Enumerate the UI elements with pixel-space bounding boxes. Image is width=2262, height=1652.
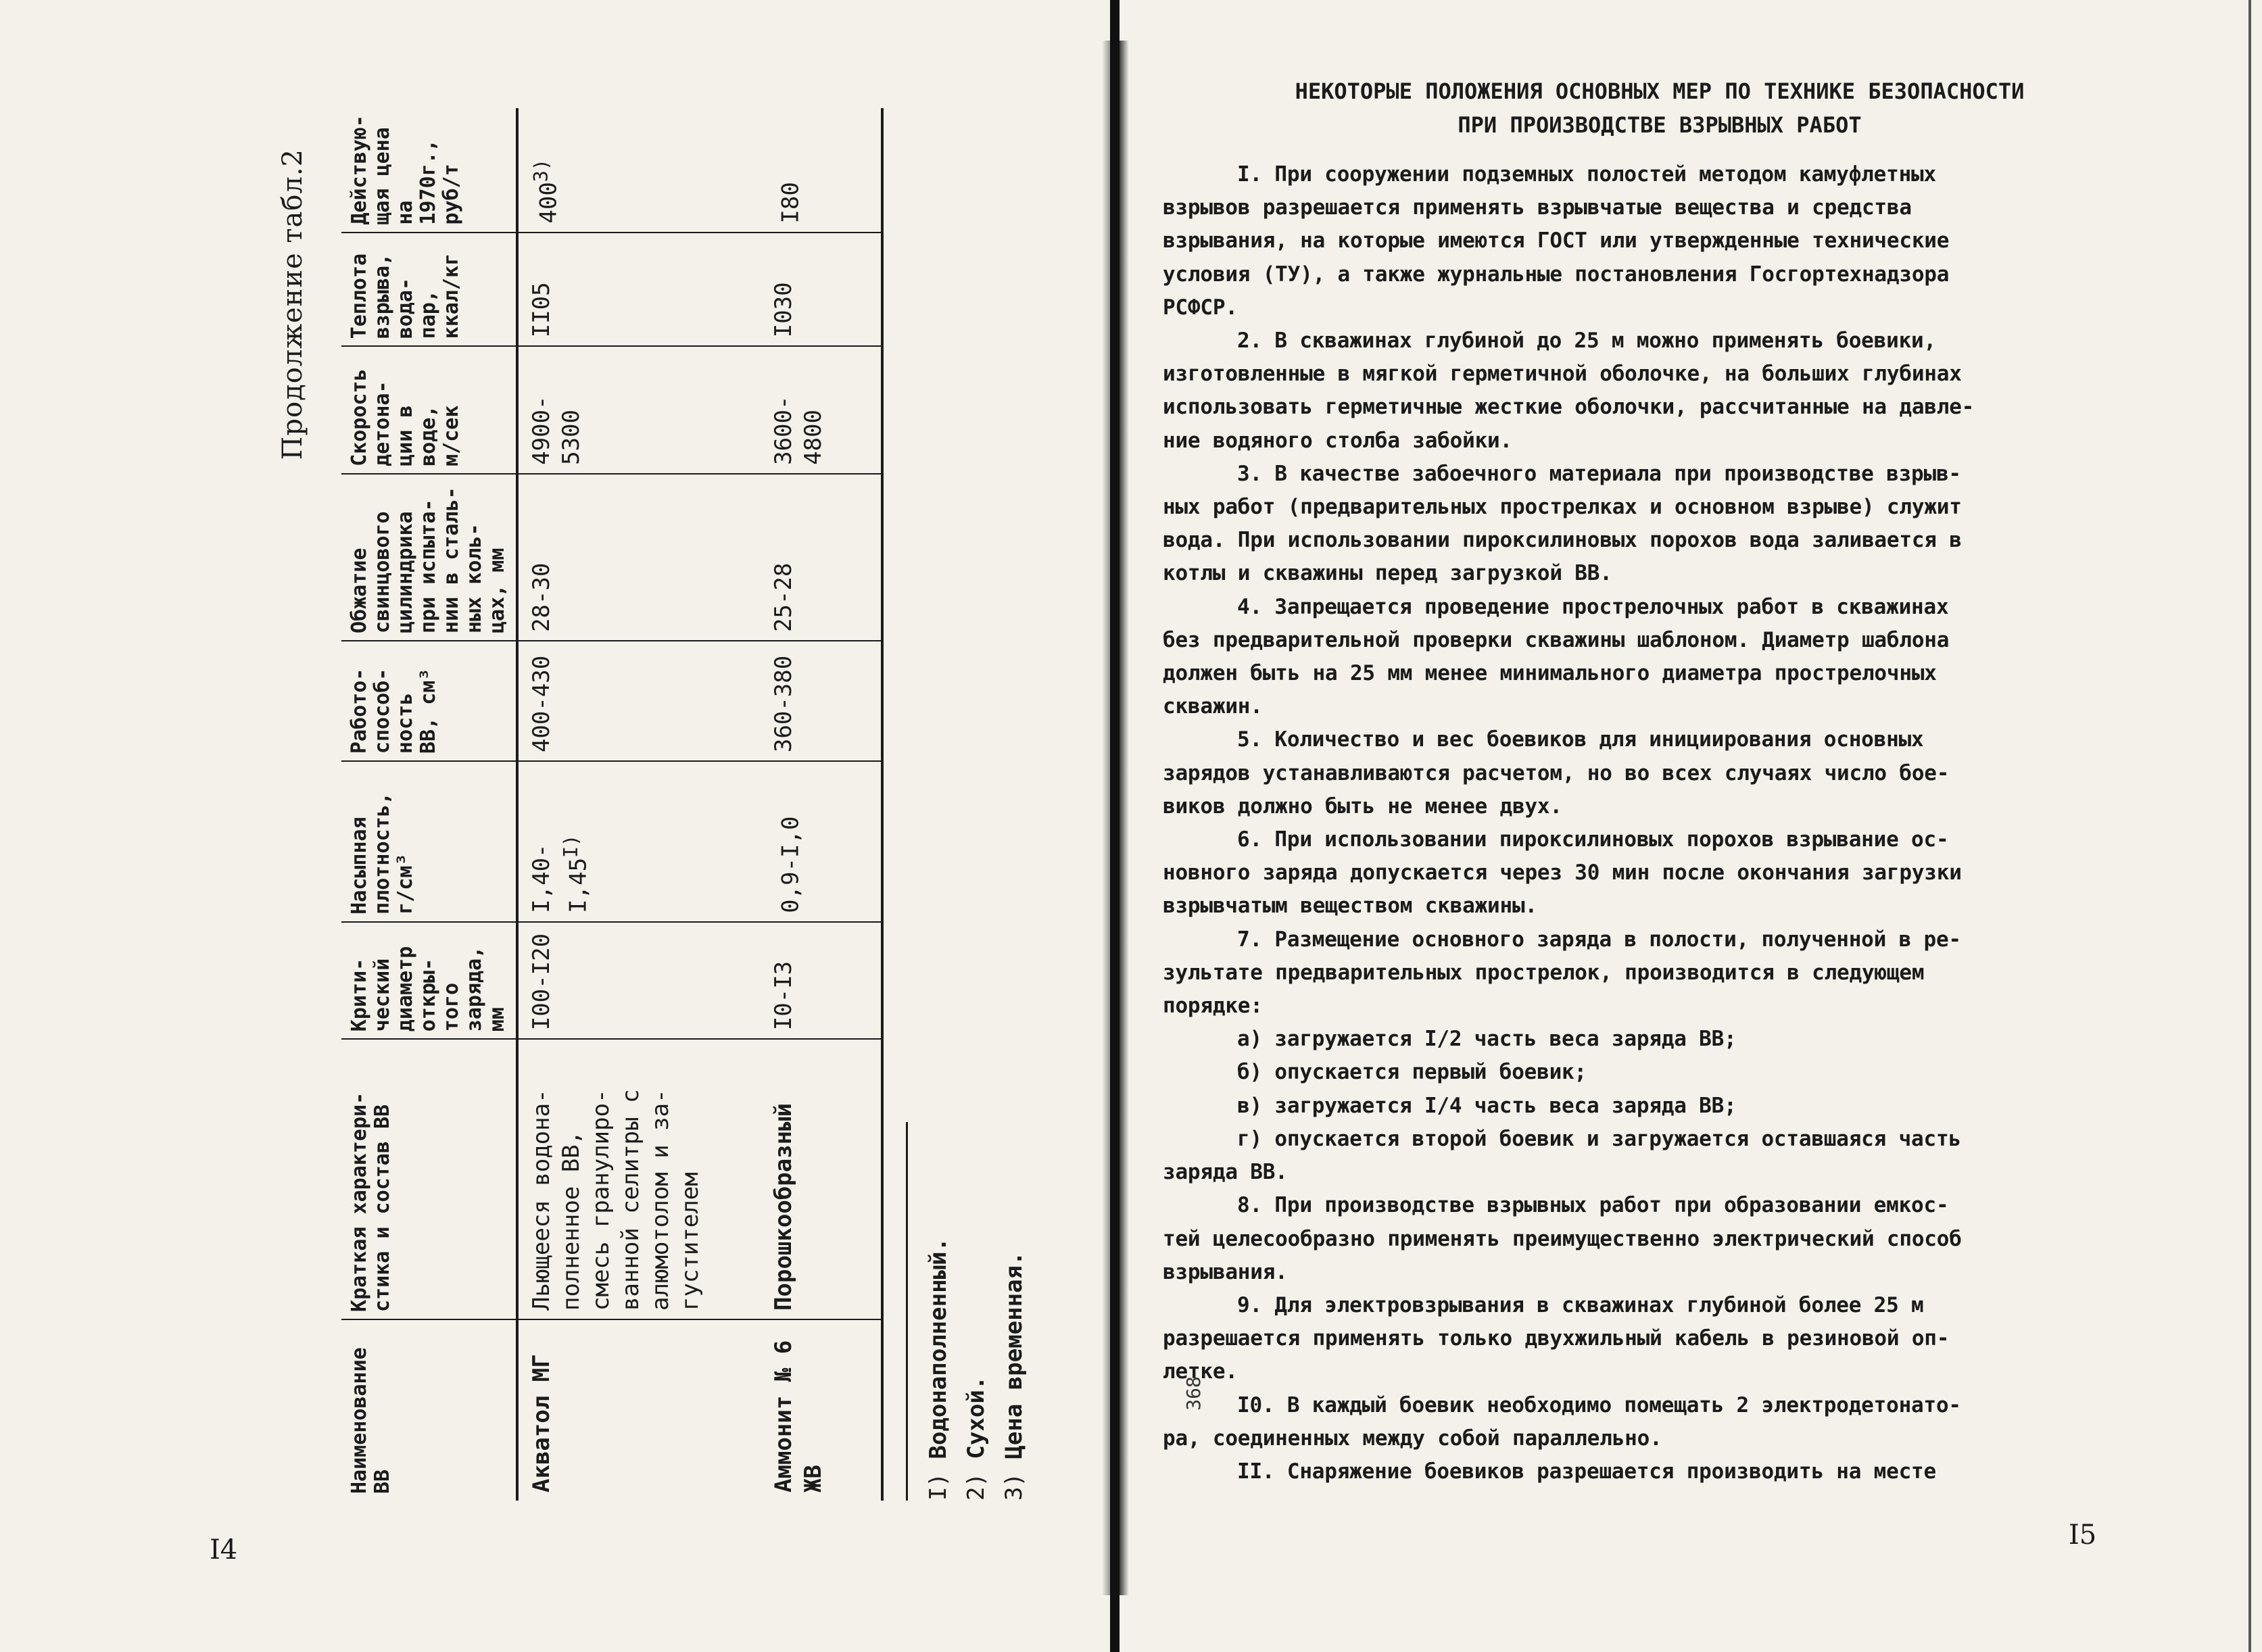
cell-critical-diameter: I00-I20 — [517, 922, 761, 1039]
header-price — [341, 108, 517, 233]
body-line: тей целесообразно применять преимущественно электрический способ — [1163, 1226, 1962, 1251]
body-line: взрывов разрешается применять взрывчатые вещества и средства — [1163, 195, 1912, 220]
density-value: I,40-I,45 — [528, 844, 592, 913]
cell-work-capacity: 400-430 — [517, 641, 761, 761]
body-line: ра, соединенных между собой параллельно. — [1163, 1426, 1662, 1451]
page-number-right: I5 — [2069, 1520, 2097, 1551]
cell-density — [761, 761, 882, 922]
body-line: I0. В каждый боевик необходимо помещать 2 электродетонато- — [1237, 1392, 1961, 1417]
explosives-table — [341, 108, 884, 1501]
body-line: 6. При использовании пироксилиновых порохов взрывание ос- — [1237, 827, 1949, 852]
body-line: порядке: — [1163, 994, 1263, 1019]
cell-composition — [517, 1039, 761, 1319]
body-line: взрывания. — [1163, 1259, 1288, 1284]
body-line: г) опускается второй боевик и загружается оставшаяся часть — [1237, 1126, 1961, 1151]
body-line: вода. При использовании пироксилиновых порохов вода заливается в — [1163, 528, 1962, 553]
body-line: должен быть на 25 мм менее минимального диаметра прострелочных — [1163, 661, 1937, 686]
heading-line: ПРИ ПРОИЗВОДСТВЕ ВЗРЫВНЫХ РАБОТ — [1458, 112, 1862, 138]
body-line: скважин. — [1163, 694, 1263, 719]
body-line: 7. Размещение основного заряда в полости, полученной в ре- — [1237, 927, 1961, 952]
body-line: I. При сооружении подземных полостей методом камуфлетных — [1237, 162, 1936, 187]
composition-text: Льющееся водона- полненное ВВ, смесь гранулиро- ванной селитры с алюмотолом и за- густителем — [528, 1089, 704, 1311]
table-caption: Продолжение табл.2 — [277, 149, 308, 460]
footnote-item — [957, 1238, 995, 1501]
header-work-capacity — [341, 641, 517, 761]
header-text: Работо- способ- ность ВВ, см³ — [347, 668, 440, 754]
table-header-row — [341, 108, 517, 1501]
heading-line: НЕКОТОРЫЕ ПОЛОЖЕНИЯ ОСНОВНЫХ МЕР ПО ТЕХНИКЕ БЕЗОПАСНОСТИ — [1295, 78, 2025, 104]
body-line: зарядов устанавливаются расчетом, но во всех случаях число бое- — [1163, 760, 1950, 785]
body-line: ние водяного столба забойки. — [1163, 428, 1512, 453]
header-detonation-speed — [341, 346, 517, 474]
gutter-binding-line — [1110, 0, 1120, 1652]
body-line: виков должно быть не менее двух. — [1163, 794, 1562, 819]
footnote-mark: I) — [925, 1473, 952, 1501]
header-text: Краткая характери- стика и состав ВВ — [347, 1092, 394, 1312]
footnotes — [919, 1238, 1033, 1501]
header-text: Крити- ческий диаметр откры- того заряда, мм — [347, 946, 509, 1032]
cell-compression: 28-30 — [517, 474, 761, 641]
table-row — [517, 108, 761, 1501]
header-composition — [341, 1039, 517, 1319]
cell-price — [517, 108, 761, 233]
body-line: изготовленные в мягкой герметичной оболочке, на больших глубинах — [1163, 362, 1962, 387]
body-line: разрешается применять только двухжильный кабель в резиновой оп- — [1163, 1326, 1950, 1351]
header-text: Действую- щая цена на 1970г., руб/т — [347, 115, 463, 225]
cell-heat: I030 — [761, 233, 882, 347]
body-line: 5. Количество и вес боевиков для инициирования основных — [1237, 727, 1924, 752]
header-critical-diameter — [341, 922, 517, 1039]
footnote-mark: 2) — [963, 1473, 990, 1501]
footnote-text: Цена временная. — [1001, 1251, 1028, 1459]
cell-name: Акватол МГ — [517, 1319, 761, 1501]
section-heading — [1183, 74, 2136, 142]
header-text: Теплота взрыва, вода- пар, ккал/кг — [347, 253, 463, 339]
cell-density — [517, 761, 761, 922]
body-line: летке. — [1163, 1359, 1238, 1384]
price-footnote-mark: 3) — [530, 159, 552, 183]
body-text — [1163, 158, 2136, 1488]
cell-work-capacity: 360-380 — [761, 641, 882, 761]
cell-detonation-speed: 3600-4800 — [761, 346, 882, 474]
footnote-item — [919, 1238, 957, 1501]
header-text: Обжатие свинцового цилиндрика при испыта- нии в сталь- ных коль- цах, мм — [347, 487, 509, 634]
cell-price — [761, 108, 882, 233]
body-line: а) загружается I/2 часть веса заряда ВВ; — [1237, 1027, 1737, 1052]
body-line: в) загружается I/4 часть веса заряда ВВ; — [1237, 1093, 1737, 1118]
header-text: Скорость детона- ции в воде, м/сек — [347, 368, 463, 466]
cell-heat: II05 — [517, 233, 761, 347]
cell-detonation-speed: 4900-5300 — [517, 346, 761, 474]
body-line: 9. Для электровзрывания в скважинах глубиной более 25 м — [1237, 1292, 1924, 1317]
cell-compression: 25-28 — [761, 474, 882, 641]
price-value: 400 — [535, 182, 562, 224]
body-line: новного заряда допускается через 30 мин после окончания загрузки — [1163, 860, 1962, 885]
price-value: I80 — [777, 182, 804, 224]
cell-composition: Порошкообразный — [761, 1039, 882, 1319]
footnote-item — [995, 1238, 1033, 1501]
footnote-mark: 3) — [1001, 1473, 1028, 1501]
book-gutter — [1068, 0, 1129, 1652]
page-number-left: I4 — [210, 1534, 238, 1565]
header-heat — [341, 233, 517, 347]
footnote-text: Водонаполненный. — [925, 1238, 952, 1459]
body-line: 2. В скважинах глубиной до 25 м можно применять боевики, — [1237, 329, 1936, 354]
body-line: без предварительной проверки скважины шаблоном. Диаметр шаблона — [1163, 627, 1950, 652]
header-compression — [341, 474, 517, 641]
density-value: 0,9-I,0 — [777, 816, 804, 913]
body-line: РСФСР. — [1163, 295, 1238, 320]
footnote-text: Сухой. — [963, 1376, 990, 1459]
body-line: условия (ТУ), а также журнальные постановления Госгортехнадзора — [1163, 262, 1950, 287]
header-text: Наименование ВВ — [347, 1347, 394, 1494]
body-line: 8. При производстве взрывных работ при образовании емкос- — [1237, 1193, 1949, 1218]
header-name — [341, 1319, 517, 1501]
body-line: б) опускается первый боевик; — [1237, 1060, 1587, 1085]
body-line: II. Снаряжение боевиков разрешается производить на месте — [1237, 1459, 1936, 1484]
footnote-rule — [906, 1122, 908, 1501]
header-text: Насыпная плотность, г/см³ — [347, 792, 417, 915]
left-page — [0, 0, 1095, 1652]
rotated-content — [257, 108, 1055, 1541]
body-line: ных работ (предварительных прострелках и основном взрыве) служит — [1163, 495, 1962, 520]
body-line: 3. В качестве забоечного материала при производстве взрыв- — [1237, 461, 1961, 486]
body-line: взрывания, на которые имеются ГОСТ или утвержденные технические — [1163, 228, 1950, 253]
header-density — [341, 761, 517, 922]
margin-handwritten-mark: 368 — [1182, 1376, 1205, 1411]
table-row — [761, 108, 882, 1501]
body-line: использовать герметичные жесткие оболочки, рассчитанные на давле- — [1163, 395, 1975, 420]
body-line: котлы и скважины перед загрузкой ВВ. — [1163, 561, 1612, 586]
right-page-edge — [2248, 0, 2251, 1652]
cell-name: Аммонит № 6 ЖВ — [761, 1319, 882, 1501]
body-line: заряда ВВ. — [1163, 1160, 1288, 1185]
body-line: зультате предварительных прострелок, производится в следующем — [1163, 960, 1925, 985]
rotated-table-area — [257, 108, 1055, 1541]
body-line: взрывчатым веществом скважины. — [1163, 894, 1537, 919]
density-footnote-mark: I) — [560, 834, 582, 858]
right-page — [1163, 74, 2136, 1629]
body-line: 4. Запрещается проведение прострелочных работ в скважинах — [1237, 594, 1949, 619]
cell-critical-diameter: I0-I3 — [761, 922, 882, 1039]
